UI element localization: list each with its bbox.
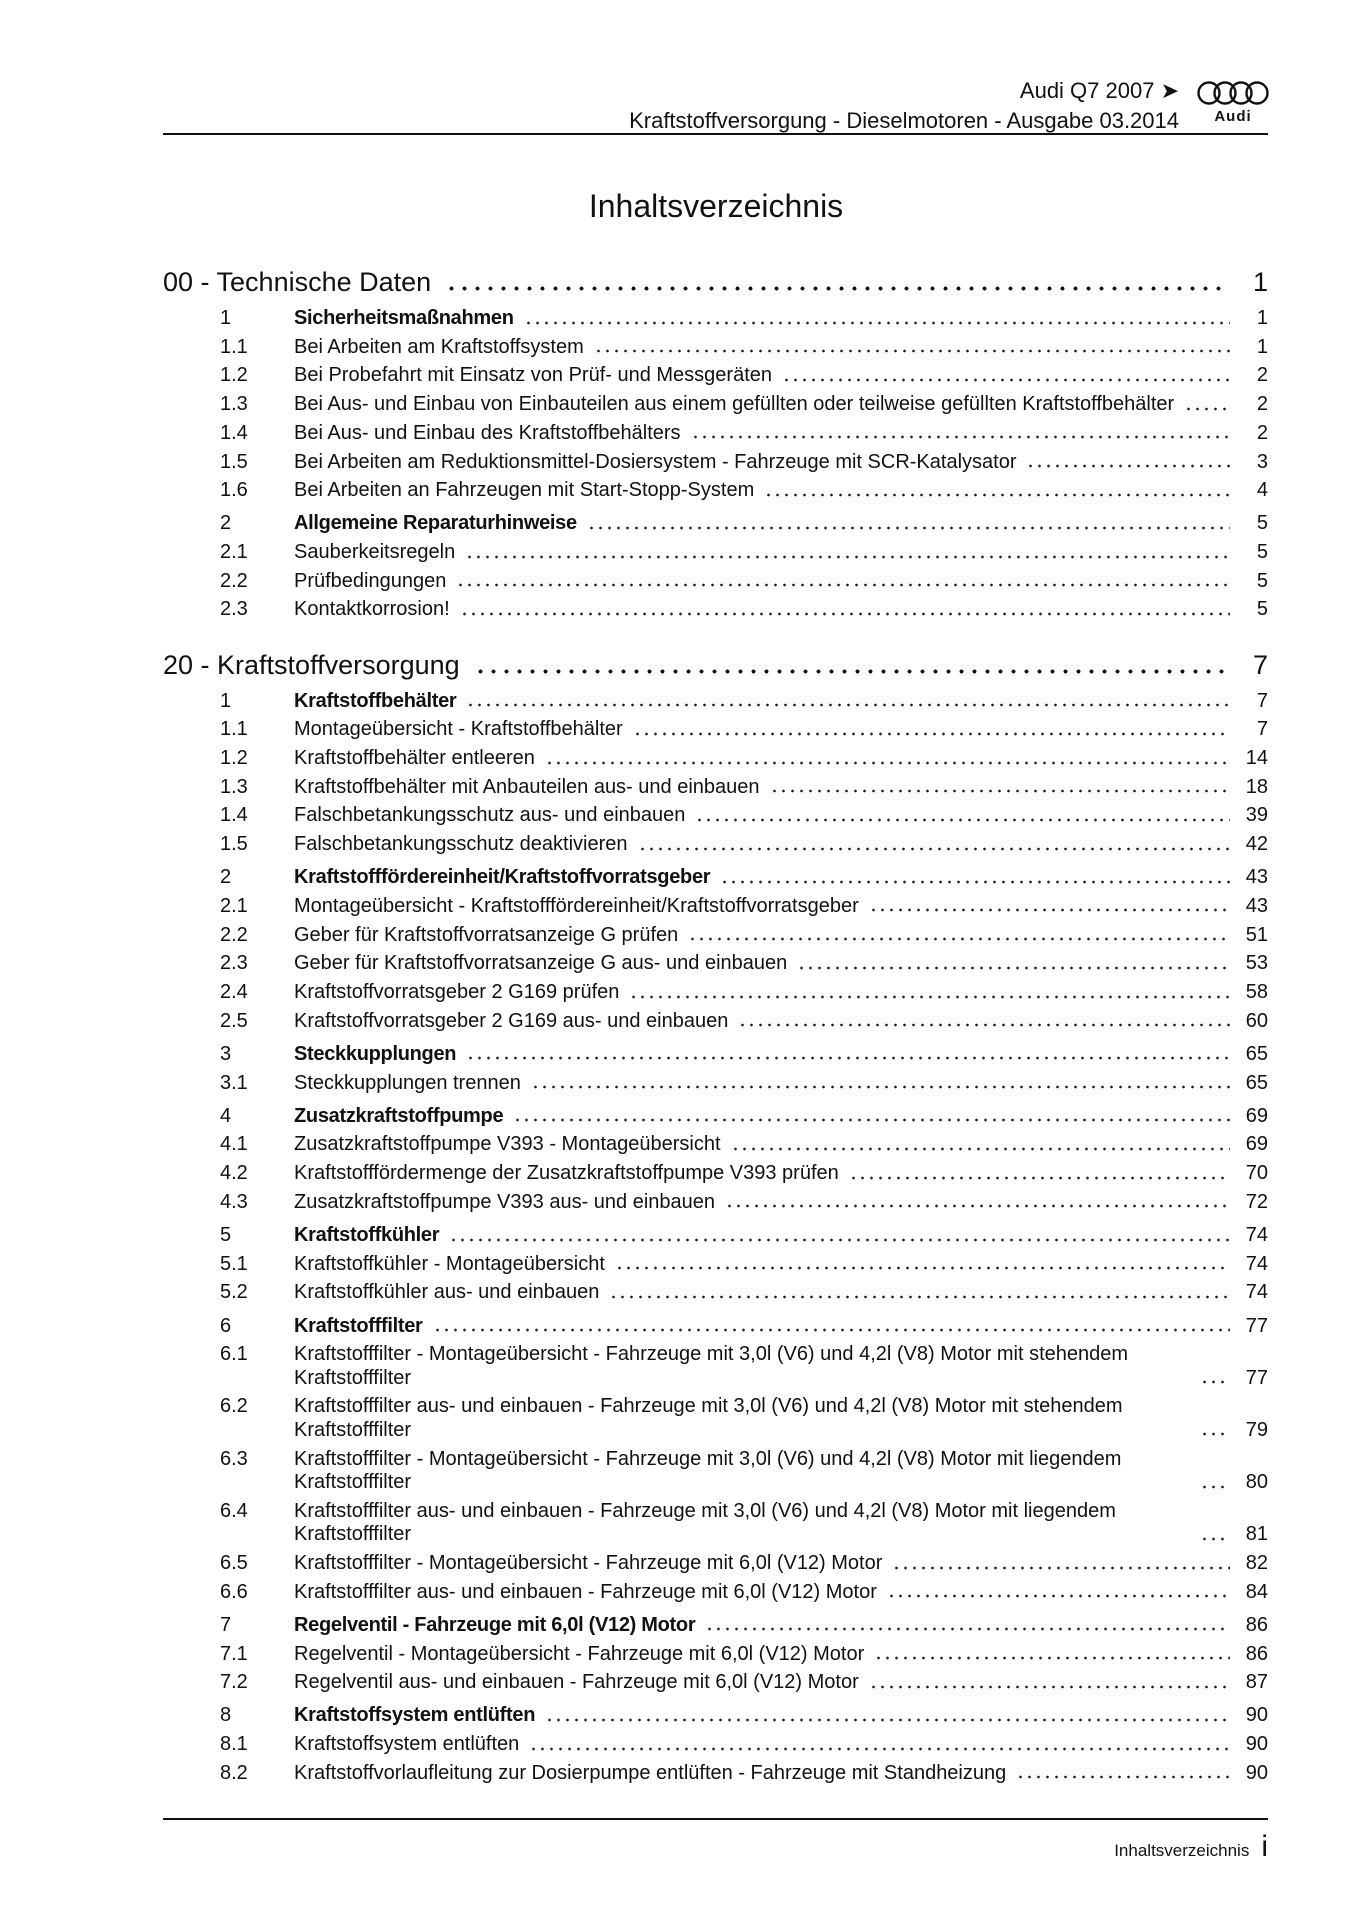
entry-title: Kraftstoffvorlaufleitung zur Dosierpumpe entlüften - Fahrzeuge mit Standheizung [294,1761,1007,1784]
entry-page: 69 [1245,1133,1268,1156]
entry-title: Zusatzkraftstoffpumpe V393 aus- und einbauen [294,1190,716,1213]
leader-dots [633,732,1230,736]
header-rule [163,133,1268,135]
leader-dots [1200,1537,1230,1541]
entry-title: Regelventil aus- und einbauen - Fahrzeuge mit 6,0l (V12) Motor [294,1671,859,1694]
entry-page: 5 [1256,512,1268,535]
entry-page: 42 [1245,833,1268,856]
toc-entry[interactable] [163,773,1268,802]
toc-section[interactable] [163,1702,1268,1731]
leader-dots [449,1238,1230,1242]
leader-dots [594,349,1230,353]
entry-title: Kraftstoffkühler aus- und einbauen [294,1281,600,1304]
leader-dots [720,880,1230,884]
entry-number: 1.1 [220,335,248,358]
entry-number: 2.3 [220,598,248,621]
toc-chapter[interactable] [163,647,1268,683]
entry-page: 5 [1256,569,1268,592]
entry-number: 2.3 [220,952,248,975]
entry-number: 1.5 [220,450,248,473]
leader-dots [587,526,1230,530]
entry-number: 6.3 [220,1447,248,1470]
entry-title: Sicherheitsmaßnahmen [294,307,514,330]
leader-dots [869,908,1230,912]
entry-page: 70 [1245,1162,1268,1185]
leader-dots [513,1118,1230,1122]
entry-number: 6.6 [220,1580,248,1603]
leader-dots [738,1023,1230,1027]
entry-title: Falschbetankungsschutz deaktivieren [294,833,628,856]
leader-dots [545,761,1230,765]
toc-entry[interactable] [163,1160,1268,1189]
header-model: Audi Q7 2007 ➤ [1019,78,1179,103]
toc-entry[interactable] [163,1069,1268,1098]
toc-section[interactable] [163,510,1268,539]
entry-number: 4.2 [220,1162,248,1185]
toc-entry[interactable] [163,1549,1268,1578]
leader-dots [433,1328,1230,1332]
entry-title: Kraftstoffsystem entlüften [294,1733,520,1756]
toc-entry[interactable] [163,716,1268,745]
entry-page: 77 [1245,1314,1268,1337]
toc-entry[interactable] [163,744,1268,773]
toc-entry[interactable] [163,1759,1268,1788]
entry-number: 8.1 [220,1733,248,1756]
entry-page: 58 [1245,981,1268,1004]
entry-title: Kraftstofffilter aus- und einbauen - Fahrzeuge mit 3,0l (V6) und 4,2l (V8) Motor mit stehendem Kraftstofffilter [294,1395,1123,1441]
footer-label: Inhaltsverzeichnis [1114,1841,1250,1860]
entry-page: 39 [1245,804,1268,827]
leader-dots [466,703,1230,707]
leader-dots [615,1266,1230,1270]
leader-dots [460,612,1230,616]
entry-title: Zusatzkraftstoffpumpe [294,1104,504,1127]
entry-title: Kraftstoffbehälter entleeren [294,747,535,770]
leader-dots [1184,407,1230,411]
leader-dots [887,1594,1230,1598]
entry-page: 80 [1245,1471,1268,1494]
leader-dots [731,1147,1230,1151]
leader-dots [465,555,1230,559]
entry-page: 2 [1256,364,1268,387]
entry-page: 84 [1245,1580,1268,1603]
entry-page: 3 [1256,450,1268,473]
leader-dots [869,1685,1230,1689]
entry-number: 1.1 [220,718,248,741]
leader-dots [770,789,1230,793]
entry-number: 7 [220,1613,232,1636]
toc-entry[interactable] [163,950,1268,979]
entry-number: 5.2 [220,1281,248,1304]
header-subtitle: Kraftstoffversorgung - Dieselmotoren - Ausgabe 03.2014 [629,108,1179,133]
entry-title: Regelventil - Montageübersicht - Fahrzeuge mit 6,0l (V12) Motor [294,1642,865,1665]
leader-dots [1200,1485,1230,1489]
entry-page: 51 [1245,923,1268,946]
leader-dots [545,1718,1230,1722]
leader-dots [466,1056,1230,1060]
toc-entry[interactable] [163,448,1268,477]
toc-chapter[interactable] [163,264,1268,300]
entry-page: 72 [1245,1190,1268,1213]
leader-dots [695,818,1230,822]
leader-dots [705,1627,1230,1631]
entry-title: Steckkupplungen [294,1042,457,1065]
toc-entry[interactable] [163,362,1268,391]
toc-entry[interactable] [163,1279,1268,1308]
toc-entry[interactable] [163,892,1268,921]
leader-dots [691,435,1230,439]
entry-title: Allgemeine Reparaturhinweise [294,512,577,535]
entry-title: Kraftstofffördereinheit/Kraftstoffvorratsgeber [294,866,711,889]
toc-section[interactable] [163,1312,1268,1341]
entry-page: 74 [1245,1224,1268,1247]
leader-dots [638,847,1230,851]
entry-page: 87 [1245,1671,1268,1694]
leader-dots [609,1295,1230,1299]
entry-page: 82 [1245,1552,1268,1575]
toc-section[interactable] [163,1221,1268,1250]
entry-title: Kraftstofffilter - Montageübersicht - Fahrzeuge mit 6,0l (V12) Motor [294,1552,883,1575]
toc-entry[interactable] [163,802,1268,831]
entry-number: 1 [220,307,232,330]
toc-entry[interactable] [163,567,1268,596]
toc-section[interactable] [163,1040,1268,1069]
entry-number: 8 [220,1704,232,1727]
chapter-title: 00 - Technische Daten [163,267,432,297]
entry-title: Bei Aus- und Einbau von Einbauteilen aus einem gefüllten oder teilweise gefüllten Kraftstoffbehälter [294,393,1175,416]
entry-title: Prüfbedingungen [294,569,447,592]
audi-logo [1196,80,1270,125]
entry-title: Steckkupplungen trennen [294,1071,521,1094]
entry-number: 1.2 [220,364,248,387]
entry-number: 2 [220,512,232,535]
entry-page: 43 [1245,866,1268,889]
entry-number: 4 [220,1104,232,1127]
entry-title: Kraftstoffkühler [294,1224,440,1247]
toc-entry[interactable] [163,333,1268,362]
entry-number: 2.4 [220,981,248,1004]
entry-title: Kraftstoffbehälter mit Anbauteilen aus- und einbauen [294,775,760,798]
toc-section[interactable] [163,1102,1268,1131]
entry-number: 2.2 [220,923,248,946]
leader-dots [524,321,1230,325]
entry-page: 90 [1245,1761,1268,1784]
entry-number: 1.6 [220,479,248,502]
chapter-page: 7 [1252,649,1268,680]
entry-title: Kraftstofffilter - Montageübersicht - Fahrzeuge mit 3,0l (V6) und 4,2l (V8) Motor mit stehendem Kraftstofffilter [294,1343,1129,1389]
entry-title: Bei Aus- und Einbau des Kraftstoffbehälters [294,421,681,444]
entry-page: 7 [1256,689,1268,712]
leader-dots [1200,1380,1230,1384]
entry-page: 74 [1245,1281,1268,1304]
toc-entry[interactable] [163,1131,1268,1160]
entry-page: 65 [1245,1042,1268,1065]
entry-title: Kraftstofffilter [294,1314,423,1337]
toc-section[interactable] [163,687,1268,716]
entry-title: Sauberkeitsregeln [294,541,456,564]
entry-number: 6.4 [220,1499,248,1522]
toc-entry[interactable] [163,477,1268,506]
toc-entry[interactable] [163,596,1268,625]
leader-dots [456,583,1230,587]
entry-page: 7 [1256,718,1268,741]
entry-title: Kraftstoffbehälter [294,689,457,712]
entry-title: Bei Probefahrt mit Einsatz von Prüf- und Messgeräten [294,364,773,387]
toc-entry[interactable] [163,539,1268,568]
entry-number: 1.4 [220,421,248,444]
leader-dots [474,669,1226,674]
audi-rings-icon [1196,80,1270,106]
entry-page: 69 [1245,1104,1268,1127]
entry-number: 1.2 [220,747,248,770]
toc-section[interactable] [163,864,1268,893]
entry-page: 79 [1245,1418,1268,1441]
entry-title: Kraftstoffvorratsgeber 2 G169 aus- und einbauen [294,1009,729,1032]
footer-page-number: i [1261,1830,1268,1863]
toc-entry[interactable] [163,1007,1268,1036]
leader-dots [725,1204,1230,1208]
entry-title: Kraftstoffsystem entlüften [294,1704,536,1727]
toc-entry[interactable] [163,1445,1268,1497]
toc-entry[interactable] [163,1341,1268,1393]
leader-dots [797,966,1230,970]
entry-title: Kraftstofffilter aus- und einbauen - Fahrzeuge mit 3,0l (V6) und 4,2l (V8) Motor mit liegendem Kraftstofffilter [294,1499,1116,1546]
entry-title: Bei Arbeiten am Kraftstoffsystem [294,335,584,358]
leader-dots [529,1747,1230,1751]
entry-number: 6.1 [220,1343,248,1366]
entry-page: 86 [1245,1642,1268,1665]
toc-entry[interactable] [163,978,1268,1007]
entry-number: 4.3 [220,1190,248,1213]
footer-rule [163,1818,1268,1820]
leader-dots [892,1566,1230,1570]
entry-number: 1.4 [220,804,248,827]
entry-number: 7.1 [220,1642,248,1665]
entry-page: 18 [1245,775,1268,798]
entry-number: 3 [220,1042,232,1065]
entry-page: 90 [1245,1704,1268,1727]
entry-title: Geber für Kraftstoffvorratsanzeige G aus- und einbauen [294,952,788,975]
entry-number: 3.1 [220,1071,248,1094]
entry-number: 1 [220,689,232,712]
entry-number: 7.2 [220,1671,248,1694]
entry-title: Zusatzkraftstoffpumpe V393 - Montageübersicht [294,1133,721,1156]
audi-logo-text: Audi [1214,108,1252,125]
entry-page: 86 [1245,1613,1268,1636]
entry-page: 90 [1245,1733,1268,1756]
leader-dots [1026,464,1230,468]
entry-title: Kraftstoffvorratsgeber 2 G169 prüfen [294,981,620,1004]
leader-dots [629,995,1230,999]
entry-number: 6.2 [220,1395,248,1418]
entry-page: 60 [1245,1009,1268,1032]
page-title: Inhaltsverzeichnis [588,188,844,224]
entry-number: 6.5 [220,1552,248,1575]
entry-page: 2 [1256,393,1268,416]
leader-dots [849,1176,1230,1180]
entry-title: Kraftstoffkühler - Montageübersicht [294,1252,605,1275]
footer [1114,1830,1268,1864]
entry-number: 4.1 [220,1133,248,1156]
entry-number: 2.1 [220,894,248,917]
toc-entry[interactable] [163,921,1268,950]
toc-entry[interactable] [163,1731,1268,1760]
leader-dots [764,493,1230,497]
entry-page: 5 [1256,541,1268,564]
entry-number: 1.5 [220,833,248,856]
entry-number: 8.2 [220,1761,248,1784]
entry-title: Kraftstofffilter - Montageübersicht - Fahrzeuge mit 3,0l (V6) und 4,2l (V8) Motor mit liegendem Kraftstofffilter [294,1447,1122,1494]
leader-dots [782,378,1230,382]
table-of-contents [163,264,1268,1788]
toc-entry[interactable] [163,391,1268,420]
toc-entry[interactable] [163,1578,1268,1607]
leader-dots [531,1085,1230,1089]
entry-page: 74 [1245,1252,1268,1275]
entry-number: 2.2 [220,569,248,592]
entry-page: 1 [1256,307,1268,330]
toc-entry[interactable] [163,1497,1268,1549]
entry-page: 2 [1256,421,1268,444]
leader-dots [445,286,1226,291]
entry-title: Kraftstofffördermenge der Zusatzkraftstoffpumpe V393 prüfen [294,1162,839,1185]
leader-dots [874,1656,1230,1660]
entry-page: 77 [1245,1366,1268,1389]
entry-title: Regelventil - Fahrzeuge mit 6,0l (V12) Motor [294,1613,696,1636]
entry-page: 14 [1245,747,1268,770]
entry-page: 43 [1245,894,1268,917]
entry-title: Kraftstofffilter aus- und einbauen - Fahrzeuge mit 6,0l (V12) Motor [294,1580,877,1603]
entry-title: Bei Arbeiten an Fahrzeugen mit Start-Stopp-System [294,479,755,502]
toc-section[interactable] [163,1611,1268,1640]
leader-dots [1200,1432,1230,1436]
toc-entry[interactable] [163,419,1268,448]
entry-number: 6 [220,1314,232,1337]
entry-title: Montageübersicht - Kraftstofffördereinheit/Kraftstoffvorratsgeber [294,894,859,917]
entry-number: 1.3 [220,393,248,416]
entry-number: 1.3 [220,775,248,798]
entry-number: 5.1 [220,1252,248,1275]
entry-title: Geber für Kraftstoffvorratsanzeige G prüfen [294,923,679,946]
toc-entry[interactable] [163,1393,1268,1445]
leader-dots [688,937,1230,941]
toc-entry[interactable] [163,1669,1268,1698]
entry-page: 5 [1256,598,1268,621]
entry-title: Falschbetankungsschutz aus- und einbauen [294,804,686,827]
entry-page: 4 [1256,479,1268,502]
entry-page: 53 [1245,952,1268,975]
toc-entry[interactable] [163,831,1268,860]
entry-number: 2.1 [220,541,248,564]
entry-number: 2 [220,866,232,889]
entry-title: Kontaktkorrosion! [294,598,450,621]
toc-entry[interactable] [163,1250,1268,1279]
toc-entry[interactable] [163,1188,1268,1217]
entry-number: 5 [220,1224,232,1247]
toc-entry[interactable] [163,1640,1268,1669]
entry-page: 65 [1245,1071,1268,1094]
leader-dots [1016,1775,1230,1779]
chapter-page: 1 [1252,267,1268,297]
entry-title: Bei Arbeiten am Reduktionsmittel-Dosiersystem - Fahrzeuge mit SCR-Katalysator [294,450,1017,473]
entry-page: 81 [1245,1523,1268,1546]
toc-section[interactable] [163,305,1268,334]
entry-title: Montageübersicht - Kraftstoffbehälter [294,718,623,741]
entry-page: 1 [1256,335,1268,358]
chapter-title: 20 - Kraftstoffversorgung [163,649,460,680]
entry-number: 2.5 [220,1009,248,1032]
